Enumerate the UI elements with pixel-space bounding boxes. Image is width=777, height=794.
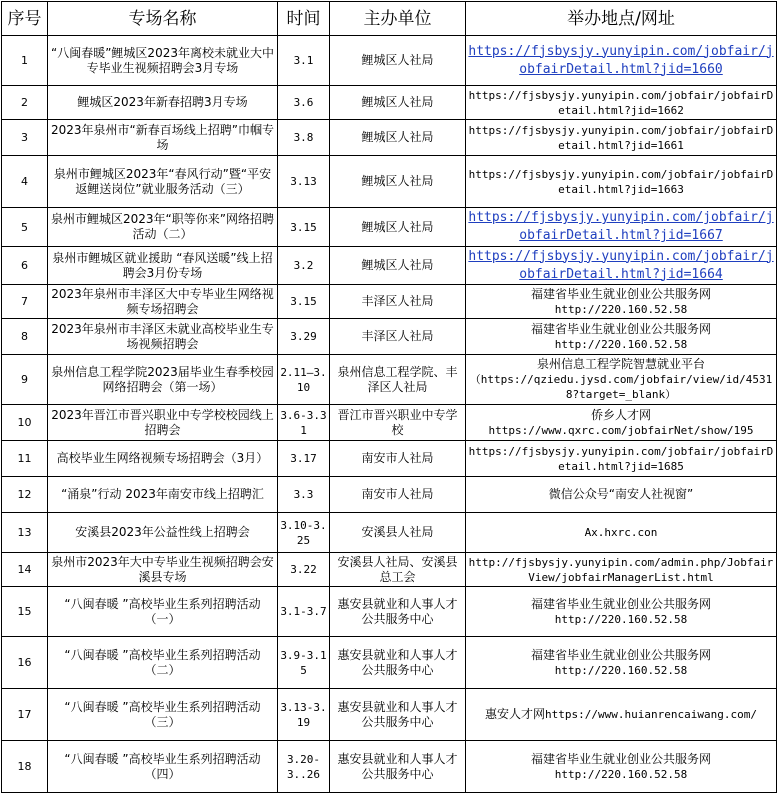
fair-name: “八闽春暖 ”高校毕业生系列招聘活动（四） (48, 741, 278, 793)
header-time: 时间 (278, 2, 330, 36)
venue-cell (466, 587, 777, 637)
fair-time: 3.3 (278, 477, 330, 513)
table-row (2, 513, 777, 553)
table-row (2, 156, 777, 208)
fair-name: 泉州市鲤城区就业援助 “春风送暖”线上招聘会3月份专场 (48, 247, 278, 285)
fair-organizer: 安溪县人社局、安溪县总工会 (330, 553, 466, 587)
fair-organizer: 鲤城区人社局 (330, 120, 466, 156)
table-row (2, 689, 777, 741)
job-fair-table (1, 1, 777, 793)
fair-organizer: 丰泽区人社局 (330, 319, 466, 355)
fair-name: “八闽春暖 ”高校毕业生系列招聘活动（一） (48, 587, 278, 637)
fair-time: 3.6 (278, 86, 330, 120)
venue-cell (466, 689, 777, 741)
venue-site-name: 福建省毕业生就业创业公共服务网 (530, 286, 711, 301)
venue-site-name: 福建省毕业生就业创业公共服务网 (530, 751, 711, 766)
table-row (2, 86, 777, 120)
venue-url: http://220.160.52.58 (554, 337, 688, 351)
fair-time: 3.2 (278, 247, 330, 285)
fair-time: 3.1 (278, 36, 330, 86)
fair-time: 2.11—3.10 (278, 355, 330, 405)
fair-name: 泉州市鲤城区2023年“春风行动”暨“平安返鲤送岗位”就业服务活动（三） (48, 156, 278, 208)
table-row (2, 208, 777, 247)
fair-name: “八闽春暖 ”高校毕业生系列招聘活动（三） (48, 689, 278, 741)
table-row (2, 405, 777, 441)
venue-cell (466, 637, 777, 689)
fair-time: 3.13 (278, 156, 330, 208)
venue-url: http://fjsbysjy.yunyipin.com/admin.php/JobfairView/jobfairManagerList.html (466, 553, 777, 587)
row-number: 6 (2, 247, 48, 285)
fair-name: “八闽春暖 ”高校毕业生系列招聘活动（二） (48, 637, 278, 689)
fair-time: 3.17 (278, 441, 330, 477)
fair-organizer: 鲤城区人社局 (330, 247, 466, 285)
venue-cell (466, 741, 777, 793)
header-no: 序号 (2, 2, 48, 36)
fair-organizer: 南安市人社局 (330, 441, 466, 477)
venue-url: https://fjsbysjy.yunyipin.com/jobfair/jobfairDetail.html?jid=1663 (466, 156, 777, 208)
venue-site-name: 惠安人才网 (485, 707, 546, 721)
fair-organizer: 惠安县就业和人事人才公共服务中心 (330, 637, 466, 689)
fair-name: 2023年泉州市丰泽区大中专毕业生网络视频专场招聘会 (48, 285, 278, 319)
table-row (2, 477, 777, 513)
venue-link[interactable]: https://fjsbysjy.yunyipin.com/jobfair/jobfairDetail.html?jid=1660 (466, 36, 777, 86)
venue-site-name: 福建省毕业生就业创业公共服务网 (530, 596, 711, 611)
fair-name: 2023年泉州市丰泽区未就业高校毕业生专场视频招聘会 (48, 319, 278, 355)
fair-organizer: 鲤城区人社局 (330, 208, 466, 247)
venue-url: （https://qziedu.jysd.com/jobfair/view/id/45318?target=_blank） (469, 373, 773, 401)
fair-time: 3.6-3.31 (278, 405, 330, 441)
row-number: 18 (2, 741, 48, 793)
fair-time: 3.15 (278, 208, 330, 247)
table-row (2, 319, 777, 355)
fair-organizer: 丰泽区人社局 (330, 285, 466, 319)
venue-site-name: 福建省毕业生就业创业公共服务网 (530, 647, 711, 662)
venue-url: https://fjsbysjy.yunyipin.com/jobfair/jobfairDetail.html?jid=1661 (466, 120, 777, 156)
fair-organizer: 惠安县就业和人事人才公共服务中心 (330, 587, 466, 637)
table-row (2, 441, 777, 477)
venue-link[interactable]: https://fjsbysjy.yunyipin.com/jobfair/jobfairDetail.html?jid=1667 (466, 208, 777, 247)
table-row (2, 587, 777, 637)
row-number: 10 (2, 405, 48, 441)
fair-name: 泉州市鲤城区2023年“职等你来”网络招聘活动（二） (48, 208, 278, 247)
venue-url: https://fjsbysjy.yunyipin.com/jobfair/jobfairDetail.html?jid=1662 (466, 86, 777, 120)
row-number: 2 (2, 86, 48, 120)
fair-time: 3.8 (278, 120, 330, 156)
venue-text: 微信公众号“南安人社视窗” (466, 477, 777, 513)
row-number: 13 (2, 513, 48, 553)
venue-url: https://fjsbysjy.yunyipin.com/jobfair/jobfairDetail.html?jid=1685 (466, 441, 777, 477)
fair-name: 鲤城区2023年新春招聘3月专场 (48, 86, 278, 120)
fair-time: 3.15 (278, 285, 330, 319)
venue-site-name: 福建省毕业生就业创业公共服务网 (530, 321, 711, 336)
fair-time: 3.1-3.7 (278, 587, 330, 637)
fair-time: 3.22 (278, 553, 330, 587)
row-number: 16 (2, 637, 48, 689)
row-number: 8 (2, 319, 48, 355)
fair-organizer: 惠安县就业和人事人才公共服务中心 (330, 689, 466, 741)
header-row (2, 2, 777, 36)
table-row (2, 637, 777, 689)
fair-organizer: 安溪县人社局 (330, 513, 466, 553)
venue-cell (466, 319, 777, 355)
row-number: 9 (2, 355, 48, 405)
venue-site-name: 泉州信息工程学院智慧就业平台 (536, 357, 705, 371)
fair-name: 2023年泉州市“新春百场线上招聘”巾帼专场 (48, 120, 278, 156)
fair-organizer: 南安市人社局 (330, 477, 466, 513)
header-organizer: 主办单位 (330, 2, 466, 36)
fair-name: “涌泉”行动 2023年南安市线上招聘汇 (48, 477, 278, 513)
venue-link[interactable]: https://fjsbysjy.yunyipin.com/jobfair/jobfairDetail.html?jid=1664 (466, 247, 777, 285)
row-number: 1 (2, 36, 48, 86)
table-row (2, 36, 777, 86)
row-number: 3 (2, 120, 48, 156)
fair-organizer: 鲤城区人社局 (330, 36, 466, 86)
row-number: 5 (2, 208, 48, 247)
row-number: 15 (2, 587, 48, 637)
fair-organizer: 鲤城区人社局 (330, 156, 466, 208)
table-row (2, 355, 777, 405)
venue-url: Ax.hxrc.con (466, 513, 777, 553)
fair-time: 3.10-3.25 (278, 513, 330, 553)
fair-time: 3.29 (278, 319, 330, 355)
row-number: 17 (2, 689, 48, 741)
venue-url: http://220.160.52.58 (554, 767, 688, 781)
row-number: 12 (2, 477, 48, 513)
venue-url: http://220.160.52.58 (554, 612, 688, 626)
venue-url: http://220.160.52.58 (554, 302, 688, 316)
fair-organizer: 惠安县就业和人事人才公共服务中心 (330, 741, 466, 793)
fair-time: 3.9-3.15 (278, 637, 330, 689)
fair-organizer: 鲤城区人社局 (330, 86, 466, 120)
table-row (2, 553, 777, 587)
row-number: 14 (2, 553, 48, 587)
venue-site-name: 侨乡人才网 (590, 407, 651, 422)
fair-time: 3.20-3..26 (278, 741, 330, 793)
venue-url: https://www.qxrc.com/jobfairNet/show/195 (488, 423, 754, 437)
fair-time: 3.13-3.19 (278, 689, 330, 741)
table-row (2, 285, 777, 319)
fair-name: 泉州信息工程学院2023届毕业生春季校园网络招聘会（第一场） (48, 355, 278, 405)
venue-url: http://220.160.52.58 (554, 663, 688, 677)
venue-url: https://www.huianrencaiwang.com/ (545, 708, 757, 721)
fair-name: “八闽春暖”鲤城区2023年离校未就业大中专毕业生视频招聘会3月专场 (48, 36, 278, 86)
fair-name: 泉州市2023年大中专毕业生视频招聘会安溪县专场 (48, 553, 278, 587)
table-row (2, 741, 777, 793)
venue-cell (466, 285, 777, 319)
fair-organizer: 晋江市晋兴职业中专学校 (330, 405, 466, 441)
fair-organizer: 泉州信息工程学院、丰泽区人社局 (330, 355, 466, 405)
venue-cell (466, 405, 777, 441)
row-number: 7 (2, 285, 48, 319)
header-name: 专场名称 (48, 2, 278, 36)
fair-name: 高校毕业生网络视频专场招聘会（3月） (48, 441, 278, 477)
table-row (2, 120, 777, 156)
row-number: 11 (2, 441, 48, 477)
fair-name: 2023年晋江市晋兴职业中专学校校园线上招聘会 (48, 405, 278, 441)
table-row (2, 247, 777, 285)
fair-name: 安溪县2023年公益性线上招聘会 (48, 513, 278, 553)
venue-cell (466, 355, 777, 405)
header-venue: 举办地点/网址 (466, 2, 777, 36)
row-number: 4 (2, 156, 48, 208)
